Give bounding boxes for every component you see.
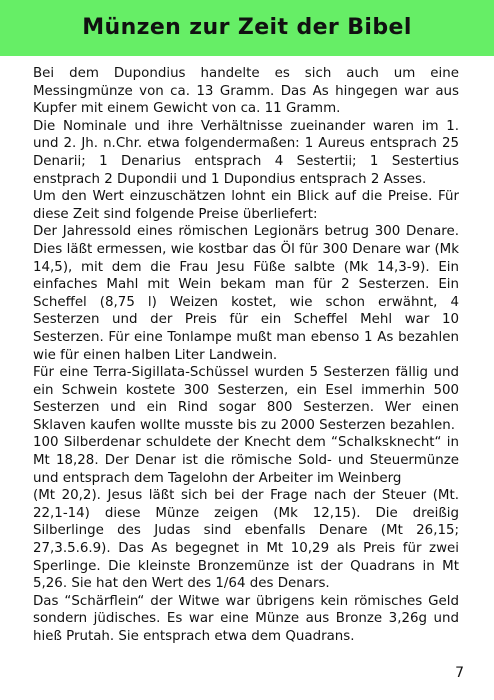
paragraph-nominale: Die Nominale und ihre Verhältnisse zueinander waren im 1. und 2. Jh. n.Chr. etwa folgendermaßen: 1 Aureus entsprach 25 Denarii; 1 Denarius entsprach 4 Sestertii; 1 Sestertius enstprach 2 Dupondii und 1 Dupondius entsprach 2 Asses. [33,118,459,187]
title-banner [0,0,494,56]
paragraph-steuer: (Mt 20,2). Jesus läßt sich bei der Frage nach der Steuer (Mt. 22,1-14) diese Münze zeigen (Mk 12,15). Die dreißig Silberlinge des Judas sind ebenfalls Denare (Mt 26,15; 27,3.5.6.9). Das As begegnet in Mt 10,29 als Preis für zwei Sperlinge. Die kleinste Bronzemünze ist der Quadrans in Mt 5,26. Sie hat den Wert des 1/64 des Denars. [33,488,459,592]
paragraph-dupondius: Bei dem Dupondius handelte es sich auch um eine Messingmünze von ca. 13 Gramm. Das As hingegen war aus Kupfer mit einem Gewicht von ca. 11 Gramm. [33,66,459,117]
paragraph-preise: Für eine Terra-Sigillata-Schüssel wurden 5 Sesterzen fällig und ein Schwein kostete 300 Sesterzen, ein Esel immerhin 500 Sesterzen und ein Rind sogar 800 Sesterzen. Wer einen Sklaven kaufen wollte musste bis zu 2000 Sesterzen bezahlen. [33,365,459,433]
paragraph-jahressold: Der Jahressold eines römischen Legionärs betrug 300 Denare. Dies läßt ermessen, wie kostbar das Öl für 300 Denare war (Mk 14,5), mit dem die Frau Jesu Füße salbte (Mk 14,3-9). Ein einfaches Mahl mit Wein bekam man für 2 Sesterzen. Ein Scheffel (8,75 l) Weizen kostet, wie schon erwähnt, 4 Sesterzen und der Preis für ein Scheffel Mehl war 10 Sesterzen. Für eine Tonlampe mußt man ebenso 1 As bezahlen wie für einen halben Liter Landwein. [33,224,459,363]
paragraph-schaerflein: Das “Schärflein“ der Witwe war übrigens kein römisches Geld sondern jüdisches. Es war eine Münze aus Bronze 3,26g und hieß Prutah. Sie entsprach etwa dem Quadrans. [33,593,459,644]
paragraph-silberdenar: 100 Silberdenar schuldete der Knecht dem “Schalksknecht“ in Mt 18,28. Der Denar ist die römische Sold- und Steuermünze und entsprach dem Tagelohn der Arbeiter im Weinberg [33,435,459,486]
paragraph-wert: Um den Wert einzuschätzen lohnt ein Blick auf die Preise. Für diese Zeit sind folgende Preise überliefert: [33,189,459,222]
page-number: 7 [455,665,464,681]
body-text [33,65,459,646]
page-title: Münzen zur Zeit der Bibel [82,15,412,40]
